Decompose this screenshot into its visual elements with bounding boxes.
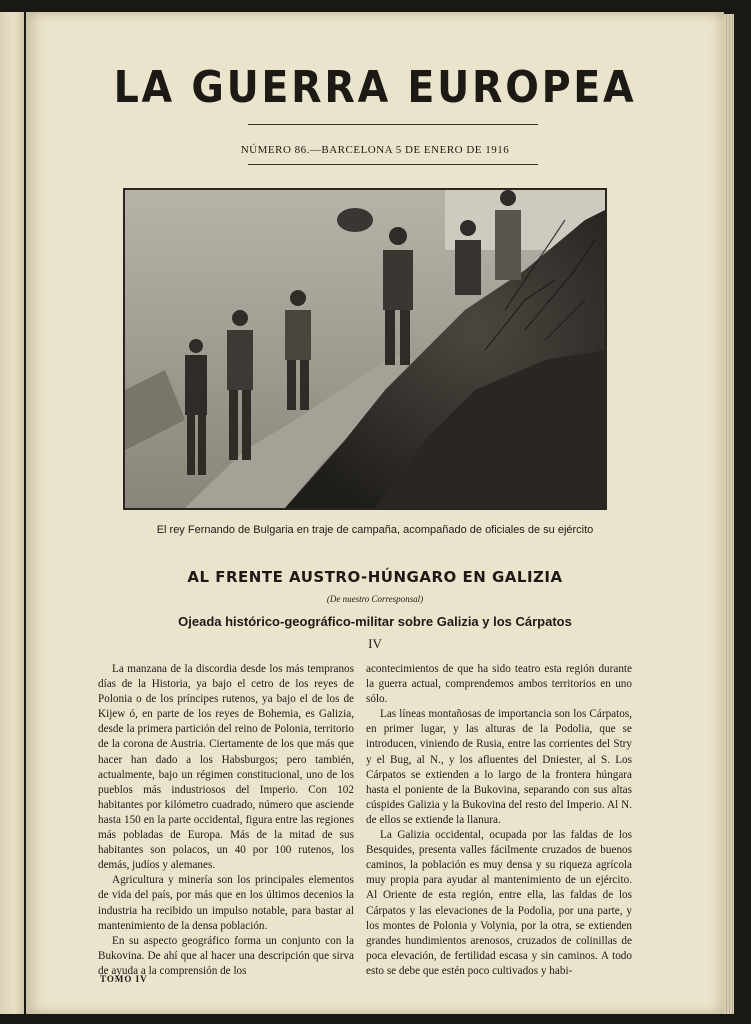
masthead-title: LA GUERRA EUROPEA [113,62,637,113]
paragraph: La manzana de la discordia desde los más tempranos días de la Historia, ya bajo el cetro de los reyes de Polonia o de los príncipes rutenos, ya bajo el de los de Kijew ó, en parte de los reyes de Bohemia, es Galizia, desde la primera partición del reino de Polonia, territorio de la corona de Austria. Ciertamente de los que más que hacer han dado a los Habsburgos; pero también, actualmente, bajo un régimen constitucional, uno de los pueblos más industriosos del Imperio. Con 102 habitantes por kilómetro cuadrado, número que asciende hasta 150 en la parte occidental, figura entre las regiones más pobladas de Europa. Más de la mitad de sus habitantes son polacos, un 40 por 100 rutenos, los demás, judíos y alemanes. [98,663,354,872]
article-column-right [366,662,632,979]
paragraph: Agricultura y minería son los principales elementos de vida del país, por más que en los últimos decenios la industria ha recibido un impulso notable, para bastar al mantenimiento de la densa población. [98,874,354,932]
photo-illustration [125,190,605,508]
newspaper-page [26,12,724,1014]
page-stack-edge [724,14,734,1014]
issue-line: NÚMERO 86.—BARCELONA 5 DE ENERO DE 1916 [240,144,510,156]
photograph [123,188,607,510]
article-part-number: IV [368,636,382,651]
photo-caption: El rey Fernando de Bulgaria en traje de campaña, acompañado de oficiales de su ejército [156,524,594,536]
masthead-rule-bottom [248,164,538,165]
masthead-rule-top [248,124,538,125]
paragraph: Las líneas montañosas de importancia son los Cárpatos, en primer lugar, y las alturas de la Podolia, que se introducen, viniendo de Rusia, entre las corrientes del Stry y el Bug, al N., y los afluentes del Dniester, al S. Los Cárpatos se extienden a lo largo de la frontera húngara hasta el poniente de la Bukovina, separando con sus altas cúspides Galizia y la Bukovina del resto del Imperio. Al N. de ellos se extiende la llanura. [366,708,632,826]
left-page-edge [0,12,24,1014]
article-headline: AL FRENTE AUSTRO-HÚNGARO EN GALIZIA [187,568,563,586]
volume-footer: TOMO IV [100,974,148,984]
paragraph: La Galizia occidental, ocupada por las faldas de los Besquides, presenta valles fácilmente cruzados de buenos caminos, la población es muy densa y su riqueza agrícola muy propia para ayudar al mantenimiento de un ejército. Al Oriente de esta región, entre ella, las faldas de los Cárpatos y las elevaciones de la Podolia, por una parte, y los montes de Polonia y Volynia, por la otra, se extienden grandes hundimientos arenosos, cruzados de colinillas de poca elevación, de fertilidad escasa y sin caminos. A todo esto se debe que estén poco cultivados y habi- [366,829,632,977]
paragraph: En su aspecto geográfico forma un conjunto con la Bukovina. De ahí que al hacer una descripción que sirva de ayuda a la comprensión de los [98,934,354,977]
article-subheadline: Ojeada histórico-geográfico-militar sobre Galizia y los Cárpatos [178,614,572,629]
paragraph-continuation: acontecimientos de que ha sido teatro esta región durante la guerra actual, comprendemos ambos territorios en uno sólo. [366,663,632,706]
article-column-left [98,662,354,979]
article-byline: (De nuestro Corresponsal) [326,594,424,604]
